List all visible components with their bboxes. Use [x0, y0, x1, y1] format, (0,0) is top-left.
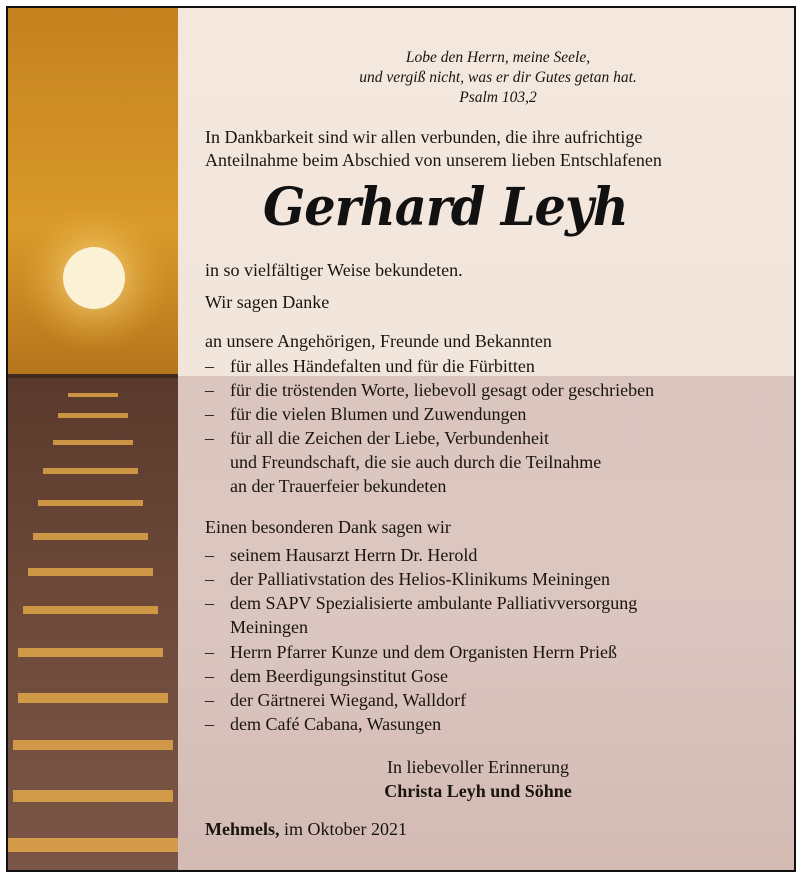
list-dash: – [205, 404, 214, 424]
thanks-item-continued: und Freundschaft, die sie auch durch die Teilnahme [230, 452, 602, 472]
special-item: der Gärtnerei Wiegand, Walldorf [230, 690, 467, 710]
list-dash: – [205, 642, 214, 662]
date: im Oktober 2021 [283, 819, 407, 839]
list-dash: – [205, 356, 214, 376]
thanks-item: für die vielen Blumen und Zuwendungen [230, 404, 527, 424]
list-dash: – [205, 545, 214, 565]
thanks-item: für alles Händefalten und für die Fürbitten [230, 356, 535, 376]
special-item: dem Beerdigungsinstitut Gose [230, 666, 448, 686]
list-dash: – [205, 666, 214, 686]
special-item: dem Café Cabana, Wasungen [230, 714, 442, 734]
list-dash: – [205, 380, 214, 400]
intro-line-1: In Dankbarkeit sind wir allen verbunden, die ihre aufrichtige [205, 127, 643, 147]
special-item: der Palliativstation des Helios-Klinikums Meiningen [230, 569, 610, 589]
obituary-text [8, 8, 794, 870]
list-dash: – [205, 428, 214, 448]
list-dash: – [205, 714, 214, 734]
special-item: seinem Hausarzt Herrn Dr. Herold [230, 545, 478, 565]
thanks-heading: Wir sagen Danke [205, 292, 330, 312]
obituary-frame [6, 6, 796, 872]
list-dash: – [205, 690, 214, 710]
special-thanks-heading: Einen besonderen Dank sagen wir [205, 517, 451, 537]
place: Mehmels, [205, 819, 280, 839]
closing-line: In liebevoller Erinnerung [387, 757, 569, 777]
special-item: Herrn Pfarrer Kunze und dem Organisten Herrn Prieß [230, 642, 618, 662]
intro-line-2: Anteilnahme beim Abschied von unserem lieben Entschlafenen [205, 150, 662, 170]
thanks-to: an unsere Angehörigen, Freunde und Bekannten [205, 331, 552, 351]
thanks-item-continued: an der Trauerfeier bekundeten [230, 476, 447, 496]
special-item: dem SAPV Spezialisierte ambulante Palliativversorgung [230, 593, 638, 613]
psalm-line-1: Lobe den Herrn, meine Seele, [405, 49, 591, 66]
signers: Christa Leyh und Söhne [384, 781, 572, 801]
place-date [205, 818, 407, 840]
special-item-continued: Meiningen [230, 617, 308, 637]
thanks-item: für die tröstenden Worte, liebevoll gesagt oder geschrieben [230, 380, 655, 400]
deceased-name: Gerhard Leyh [263, 177, 628, 238]
after-name-text: in so vielfältiger Weise bekundeten. [205, 260, 463, 280]
thanks-item: für all die Zeichen der Liebe, Verbundenheit [230, 428, 550, 448]
list-dash: – [205, 593, 214, 613]
psalm-reference: Psalm 103,2 [459, 89, 537, 106]
psalm-line-2: und vergiß nicht, was er dir Gutes getan hat. [359, 69, 637, 86]
list-dash: – [205, 569, 214, 589]
